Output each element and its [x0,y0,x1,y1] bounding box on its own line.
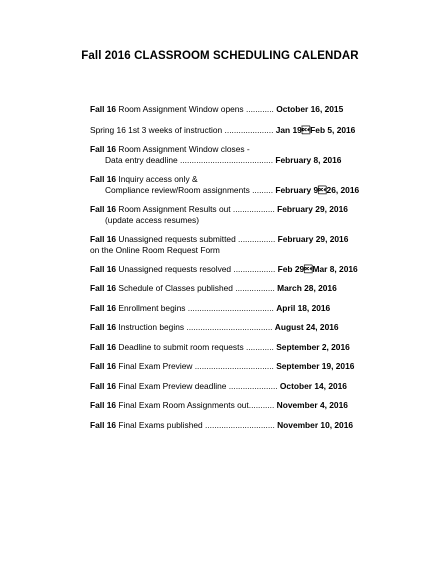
entry-date: March 28, 2016 [277,283,337,293]
schedule-entry [90,342,410,353]
entry-description: Final Exam Preview .................................. [116,361,277,371]
schedule-entry [90,420,410,431]
entry-date: October 16, 2015 [276,104,344,114]
entry-description: Inquiry access only & [116,174,198,184]
entry-description-continued: Compliance review/Room assignments ......... [105,184,276,195]
term-label: Fall 16 [90,342,117,352]
schedule-entry [90,361,410,372]
term-label: Fall 16 [90,303,117,313]
term-label: Fall 16 [90,174,117,184]
term-label: Fall 16 [90,204,117,214]
entry-description-continued: on the Online Room Request Form [90,244,220,255]
entry-description: Final Exam Preview deadline ..................... [116,381,280,391]
entry-date: October 14, 2016 [279,381,347,391]
schedule-entry [90,283,410,294]
entry-date: February 29, 2016 [277,234,349,244]
entry-description: Deadline to submit room requests ............ [116,342,277,352]
entry-description-continued: (update access resumes) [105,214,200,225]
term-label: Fall 16 [90,361,117,371]
entry-date: February 29, 2016 [277,204,348,214]
entry-date: August 24, 2016 [274,322,339,332]
schedule-entry [90,125,410,136]
entry-description: Final Exam Room Assignments out........... [116,400,277,410]
entry-description: Room Assignment Results out .................. [116,204,278,214]
entry-description: Schedule of Classes published ................. [116,283,278,293]
entry-date: February 8, 2016 [275,154,342,165]
entry-description: Instruction begins ..................................... [116,322,275,332]
entry-date: November 10, 2016 [277,420,354,430]
term-label: Fall 16 [90,234,117,244]
schedule-entry [90,264,410,275]
entry-date: September 19, 2016 [276,361,355,371]
schedule-entry [90,400,410,411]
term-label: Fall 16 [90,283,117,293]
term-label: Fall 16 [90,400,117,410]
term-label: Fall 16 [90,420,117,430]
entry-description-continued: Data entry deadline ........................................ [105,154,276,165]
term-label: Fall 16 [90,322,117,332]
entry-date: Jan 19Feb 5, 2016 [275,125,356,135]
entry-date: April 18, 2016 [276,303,331,313]
entry-description: Room Assignment Window closes - [116,144,250,154]
entry-description: Unassigned requests submitted ................ [116,234,278,244]
term-label: Fall 16 [90,381,117,391]
term-label: Fall 16 [90,104,117,114]
entry-date: November 4, 2016 [276,400,348,410]
schedule-entry [90,322,410,333]
entry-date: Feb 29Mar 8, 2016 [277,264,358,274]
entry-date: September 2, 2016 [276,342,350,352]
entry-description: Enrollment begins ..................................... [116,303,277,313]
schedule-entry [90,381,410,392]
entry-description: Final Exams published .............................. [116,420,278,430]
entry-description: Unassigned requests resolved .................. [116,264,278,274]
entry-description: Spring 16 1st 3 weeks of instruction ..................... [90,125,276,135]
page-title: Fall 2016 CLASSROOM SCHEDULING CALENDAR [81,50,359,62]
schedule-entry [90,303,410,314]
schedule-entry [90,144,410,165]
entry-description: Room Assignment Window opens ............ [116,104,277,114]
entry-date: February 926, 2016 [275,184,360,195]
schedule-entry [90,204,410,225]
schedule-entry [90,234,410,255]
term-label: Fall 16 [90,144,117,154]
schedule-entry [90,174,410,195]
schedule-entry [90,104,410,115]
term-label: Fall 16 [90,264,117,274]
